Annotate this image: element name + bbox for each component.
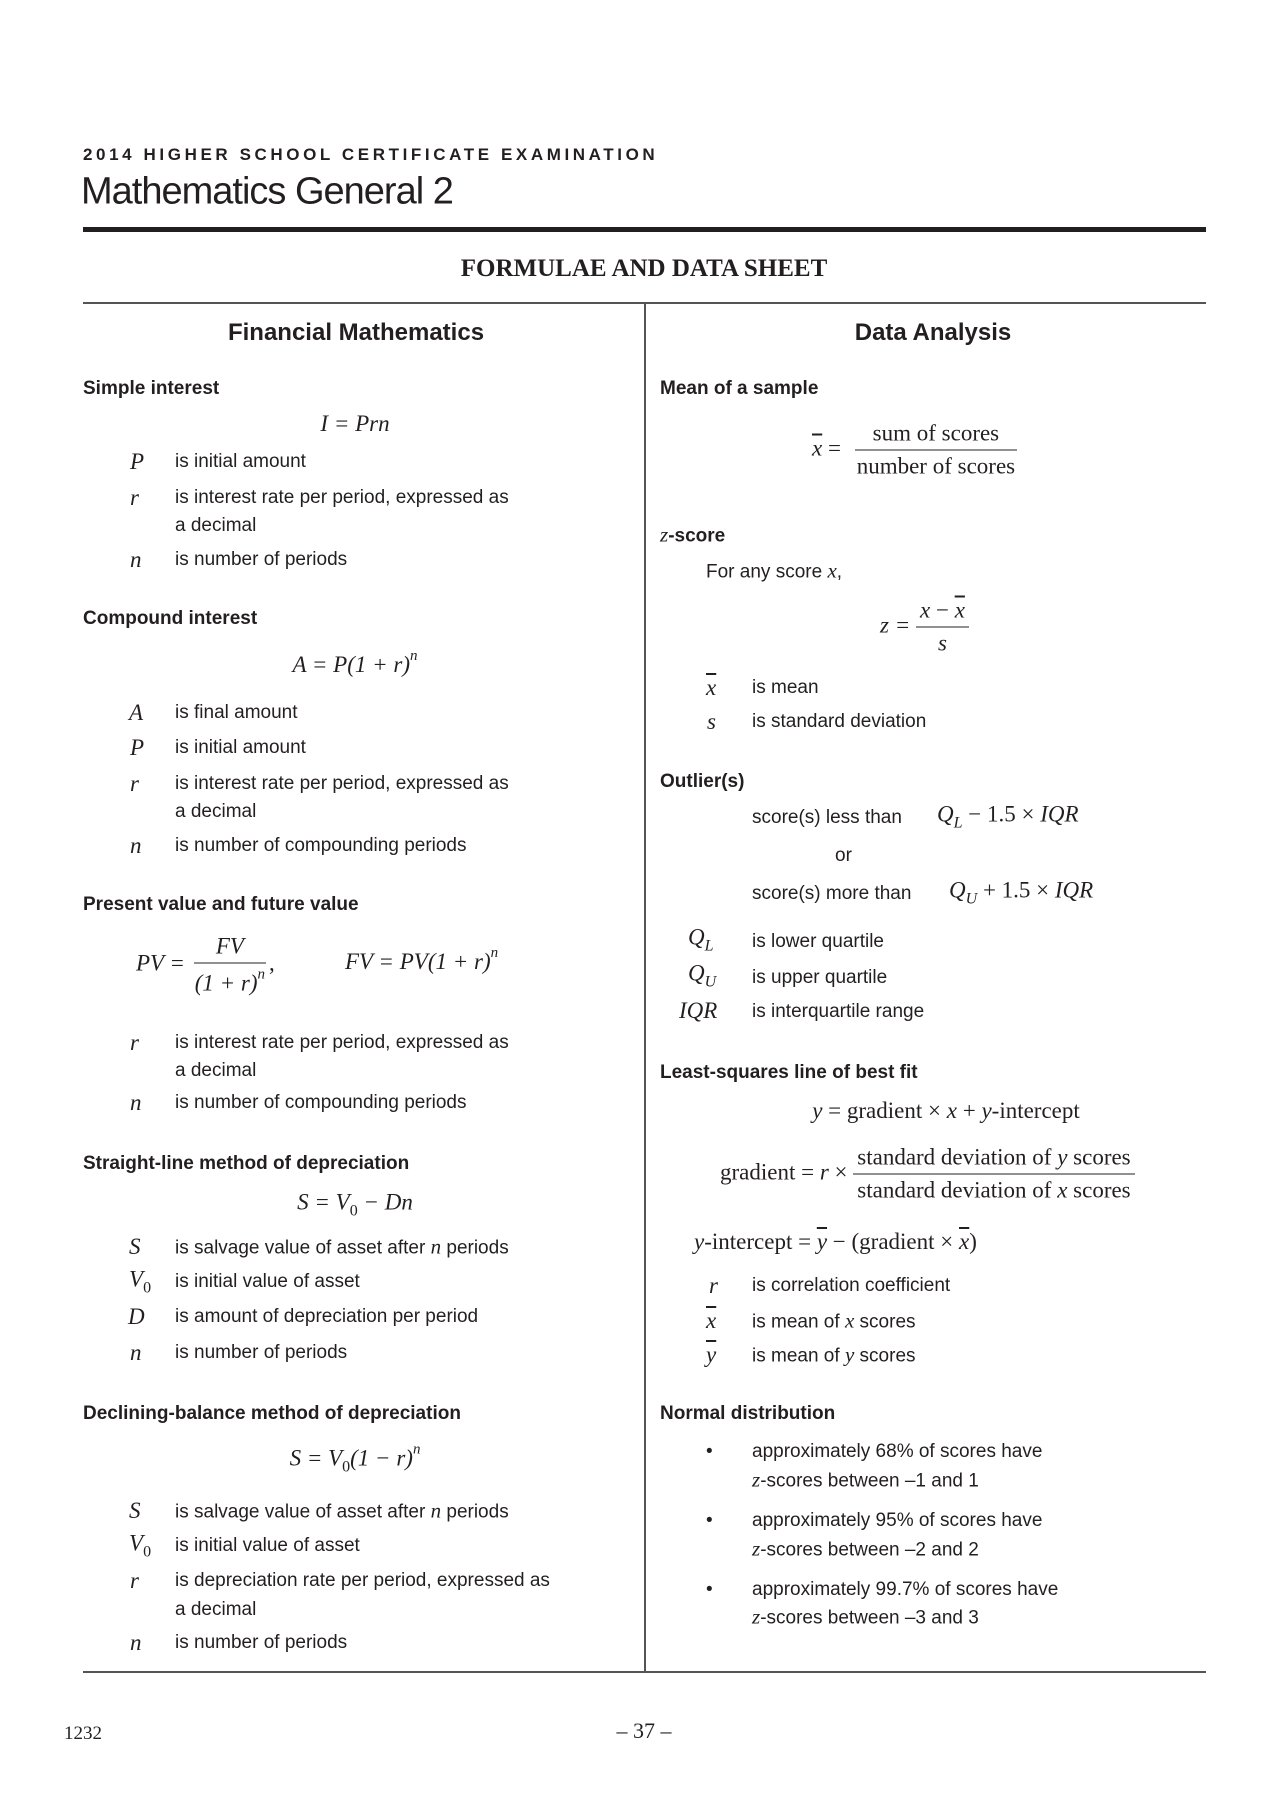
def-text: is initial amount bbox=[175, 451, 306, 472]
def-symbol: $\overline{y}$ bbox=[706, 1342, 717, 1367]
def-symbol: r bbox=[130, 485, 139, 510]
normal-item-line2: z-scores between –2 and 2 bbox=[752, 1536, 979, 1561]
z-score-intro: For any score x, bbox=[706, 558, 843, 583]
def-text: is interquartile range bbox=[752, 1001, 925, 1022]
def-symbol: D bbox=[128, 1304, 145, 1329]
def-text: is interest rate per period, expressed as bbox=[175, 1032, 509, 1053]
present-future-title: Present value and future value bbox=[83, 894, 359, 915]
outlier-less-label: score(s) less than bbox=[752, 807, 902, 828]
outlier-more-label: score(s) more than bbox=[752, 883, 912, 904]
y-intercept-formula: y-intercept = $\overline{y}$ − (gradient × $\overline{x}$) bbox=[694, 1229, 977, 1254]
least-squares-line-formula: y = gradient × x + y-intercept bbox=[812, 1098, 1080, 1123]
def-symbol: A bbox=[129, 700, 144, 725]
z-score-formula: z = $\frac{x - \overline{x}}{s}$ bbox=[880, 598, 969, 657]
def-symbol: $\overline{x}$ bbox=[706, 1308, 717, 1333]
def-symbol: $\overline{x}$ bbox=[706, 675, 717, 700]
def-symbol: S bbox=[129, 1498, 141, 1523]
normal-item-line2: z-scores between –1 and 1 bbox=[752, 1467, 979, 1492]
financial-heading: Financial Mathematics bbox=[227, 319, 485, 346]
def-text: is number of compounding periods bbox=[175, 1092, 467, 1113]
column-divider bbox=[644, 303, 646, 1672]
def-text-cont: a decimal bbox=[175, 801, 257, 822]
bottom-rule bbox=[83, 1671, 1206, 1673]
def-symbol: r bbox=[130, 1030, 139, 1055]
def-text: is initial amount bbox=[175, 737, 306, 758]
def-text: is interest rate per period, expressed as bbox=[175, 773, 509, 794]
def-symbol: n bbox=[130, 1090, 142, 1115]
def-text: is number of periods bbox=[175, 1632, 348, 1653]
def-text: is number of periods bbox=[175, 1342, 348, 1363]
exam-title: 2014 HIGHER SCHOOL CERTIFICATE EXAMINATION bbox=[83, 145, 659, 164]
declining-balance-formula: $S = V_0(1 - r)^n$ bbox=[289, 1441, 421, 1476]
outliers-title: Outlier(s) bbox=[660, 771, 745, 792]
def-symbol: $Q_U$ bbox=[688, 960, 717, 991]
def-text: is number of periods bbox=[175, 549, 348, 570]
normal-distribution-title: Normal distribution bbox=[660, 1403, 836, 1424]
def-symbol: $Q_L$ bbox=[688, 924, 714, 955]
normal-item-line2: z-scores between –3 and 3 bbox=[752, 1604, 979, 1629]
def-symbol: r bbox=[130, 1568, 139, 1593]
least-squares-title: Least-squares line of best fit bbox=[660, 1062, 918, 1083]
def-text: is upper quartile bbox=[752, 967, 888, 988]
outlier-more-formula: $Q_U + 1.5$ × IQR bbox=[949, 877, 1094, 908]
compound-interest-title: Compound interest bbox=[83, 608, 258, 629]
def-text: is amount of depreciation per period bbox=[175, 1306, 479, 1327]
def-text: is lower quartile bbox=[752, 931, 884, 952]
def-symbol: P bbox=[130, 735, 145, 760]
def-text: is depreciation rate per period, expressed as bbox=[175, 1570, 550, 1591]
paper-code: 1232 bbox=[64, 1723, 102, 1744]
mean-title: Mean of a sample bbox=[660, 378, 819, 399]
sheet-title: FORMULAE AND DATA SHEET bbox=[460, 255, 828, 282]
declining-balance-title: Declining-balance method of depreciation bbox=[83, 1403, 461, 1424]
def-symbol: n bbox=[130, 547, 142, 572]
bullet: • bbox=[706, 1441, 713, 1462]
def-symbol: n bbox=[130, 833, 142, 858]
def-symbol: P bbox=[130, 449, 145, 474]
def-text: is final amount bbox=[175, 702, 298, 723]
header-rule bbox=[83, 227, 1206, 232]
def-text: is interest rate per period, expressed as bbox=[175, 487, 509, 508]
outlier-or: or bbox=[835, 845, 852, 866]
def-text: is standard deviation bbox=[752, 711, 927, 732]
data-analysis-heading: Data Analysis bbox=[854, 319, 1012, 346]
def-text: is mean bbox=[752, 677, 819, 698]
outlier-less-formula: $Q_L - 1.5$ × IQR bbox=[937, 801, 1079, 832]
straight-line-title: Straight-line method of depreciation bbox=[83, 1153, 410, 1174]
bullet: • bbox=[706, 1510, 713, 1531]
def-text: is mean of x scores bbox=[752, 1308, 916, 1333]
def-symbol: $V_0$ bbox=[129, 1530, 152, 1561]
gradient-formula: gradient = r × $\frac{\text{standard deviation of y scores}}{\text{standard deviation of x scores}}$ bbox=[720, 1145, 1135, 1204]
def-text: is salvage value of asset after n periods bbox=[175, 1234, 509, 1259]
def-text: is correlation coefficient bbox=[752, 1275, 951, 1296]
def-symbol: r bbox=[130, 771, 139, 796]
def-symbol: n bbox=[130, 1630, 142, 1655]
def-text-cont: a decimal bbox=[175, 1599, 257, 1620]
future-value-formula: FV = $PV(1 + r)^n$ bbox=[345, 945, 499, 974]
z-score-title: z-score bbox=[660, 522, 726, 547]
compound-interest-formula: $A = P(1 + r)^n$ bbox=[292, 648, 418, 677]
def-text-cont: a decimal bbox=[175, 1060, 257, 1081]
bullet: • bbox=[706, 1579, 713, 1600]
present-value-formula: PV = $\frac{FV}{(1 + r)^n}$ , bbox=[136, 933, 275, 996]
normal-item-line1: approximately 68% of scores have bbox=[752, 1441, 1043, 1462]
def-text: is initial value of asset bbox=[175, 1535, 360, 1556]
def-text: is number of compounding periods bbox=[175, 835, 467, 856]
page-number: – 37 – bbox=[616, 1718, 672, 1743]
simple-interest-title: Simple interest bbox=[83, 378, 220, 399]
def-symbol: r bbox=[709, 1273, 718, 1298]
subject-title: Mathematics General 2 bbox=[81, 170, 453, 213]
def-symbol: IQR bbox=[679, 998, 718, 1023]
mean-formula: $\overline{x}$ = $\frac{\text{sum of scores}}{\text{number of scores}}$ bbox=[812, 421, 1019, 480]
def-text: is mean of y scores bbox=[752, 1342, 916, 1367]
def-symbol: S bbox=[129, 1234, 141, 1259]
def-text-cont: a decimal bbox=[175, 515, 257, 536]
normal-item-line1: approximately 95% of scores have bbox=[752, 1510, 1043, 1531]
normal-item-line1: approximately 99.7% of scores have bbox=[752, 1579, 1059, 1600]
def-symbol: s bbox=[707, 709, 716, 734]
def-text: is salvage value of asset after n periods bbox=[175, 1498, 509, 1523]
def-symbol: $V_0$ bbox=[129, 1266, 152, 1297]
simple-interest-formula: I = Prn bbox=[320, 411, 390, 436]
def-symbol: n bbox=[130, 1340, 142, 1365]
def-text: is initial value of asset bbox=[175, 1271, 360, 1292]
straight-line-formula: $S = V_0 - Dn$ bbox=[297, 1189, 413, 1220]
